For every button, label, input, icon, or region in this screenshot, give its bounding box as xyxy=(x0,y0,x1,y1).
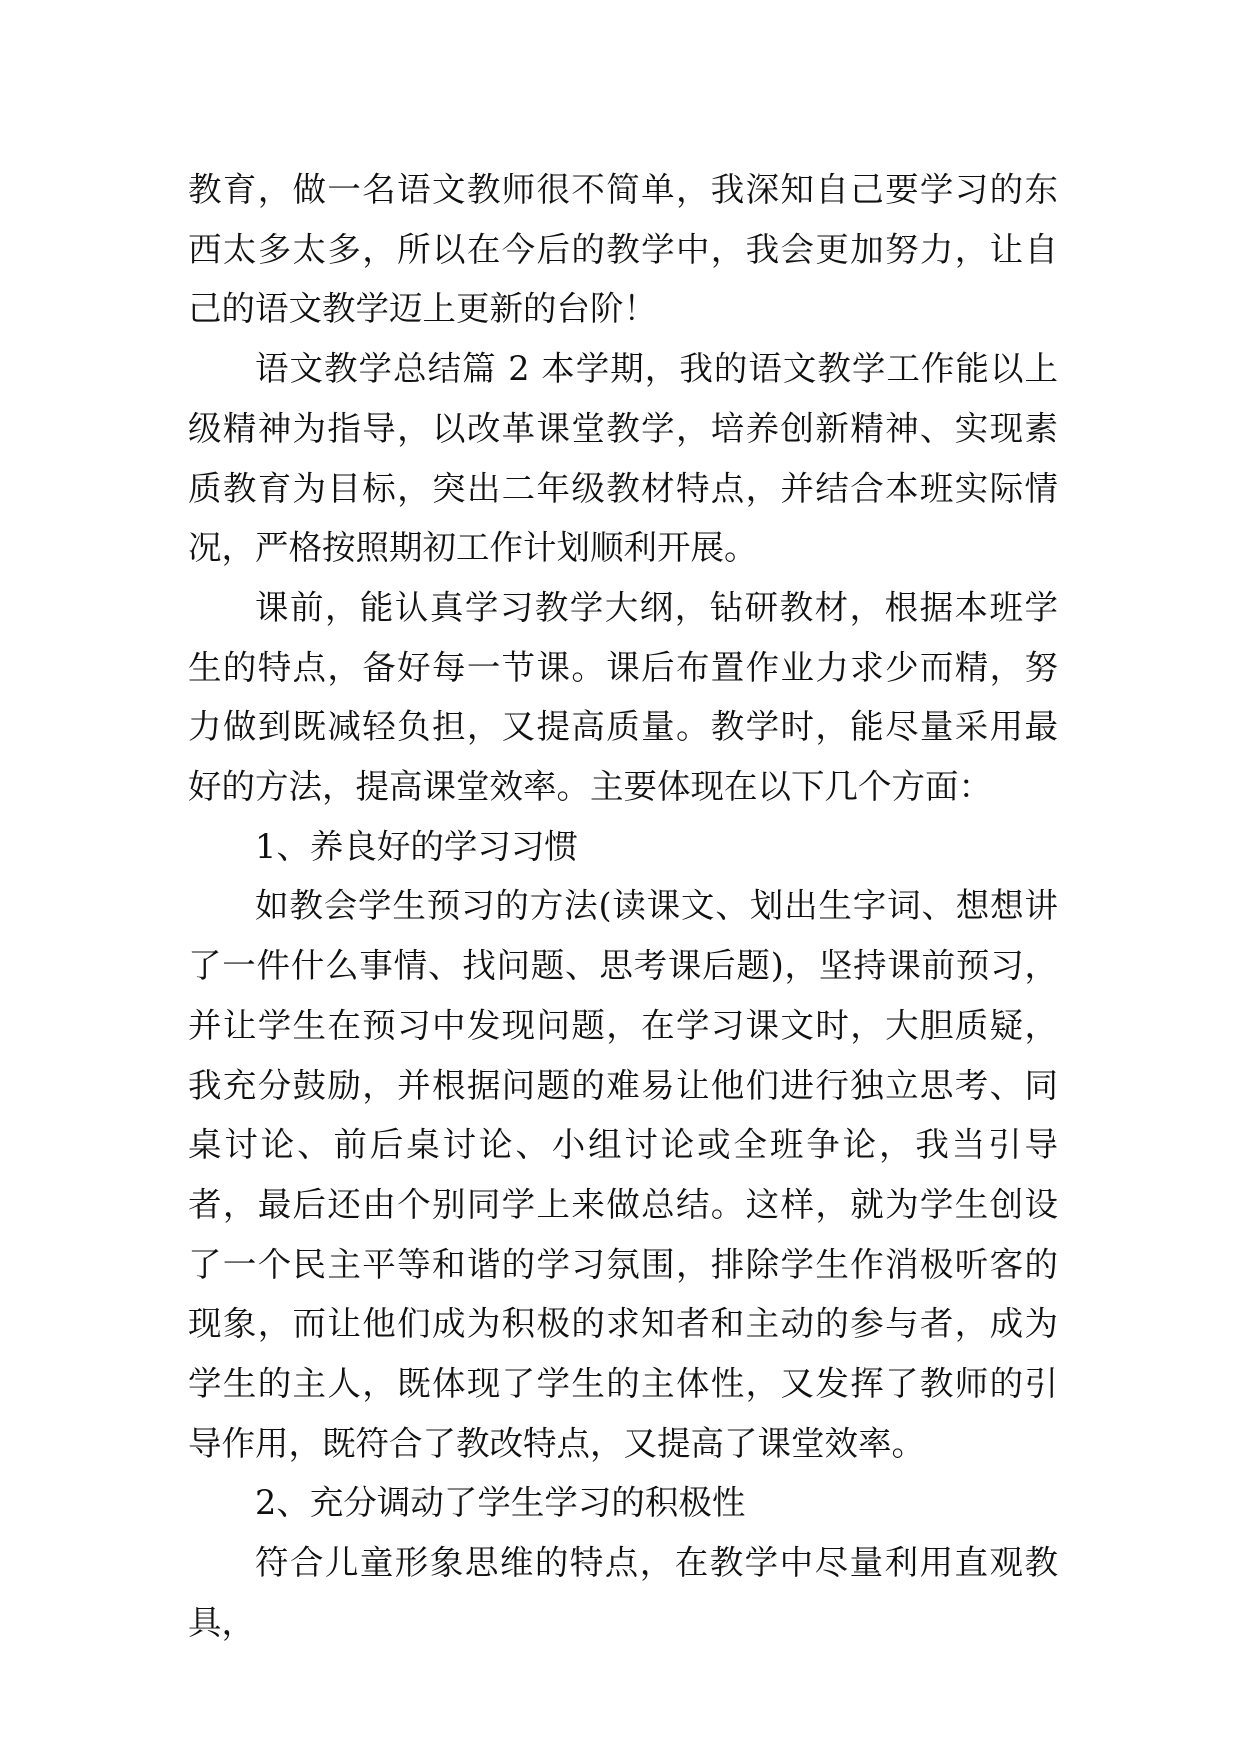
paragraph-study-habits: 如教会学生预习的方法(读课文、划出生字词、想想讲了一件什么事情、找问题、思考课后题)，坚持课前预习，并让学生在预习中发现问题，在学习课文时，大胆质疑，我充分鼓励，并根据问题的难易让他们进行独立思考、同桌讨论、前后桌讨论、小组讨论或全班争论，我当引导者，最后还由个别同学上来做总结。这样，就为学生创设了一个民主平等和谐的学习氛围，排除学生作消极听客的现象，而让他们成为积极的求知者和主动的参与者，成为学生的主人，既体现了学生的主体性，又发挥了教师的引导作用，既符合了教改特点，又提高了课堂效率。 xyxy=(188,886,1058,1463)
paragraph-summary-intro: 语文教学总结篇 2 本学期，我的语文教学工作能以上级精神为指导，以改革课堂教学，培养创新精神、实现素质教育为目标，突出二年级教材特点，并结合本班实际情况，严格按照期初工作计划顺利开展。 xyxy=(188,349,1058,568)
paragraph-continuation: 教育，做一名语文教师很不简单，我深知自己要学习的东西太多太多，所以在今后的教学中，我会更加努力，让自己的语文教学迈上更新的台阶！ xyxy=(188,170,1058,329)
paragraph-motivation: 符合儿童形象思维的特点，在教学中尽量利用直观教具， xyxy=(188,1543,1058,1642)
paragraph-lesson-prep: 课前，能认真学习教学大纲，钻研教材，根据本班学生的特点，备好每一节课。课后布置作业力求少而精，努力做到既减轻负担，又提高质量。教学时，能尽量采用最好的方法，提高课堂效率。主要体现在以下几个方面： xyxy=(188,587,1058,807)
section-heading-motivation: 2、充分调动了学生学习的积极性 xyxy=(255,1483,746,1523)
document-body xyxy=(188,160,1058,1653)
section-heading-study-habits: 1、养良好的学习习惯 xyxy=(255,826,578,866)
